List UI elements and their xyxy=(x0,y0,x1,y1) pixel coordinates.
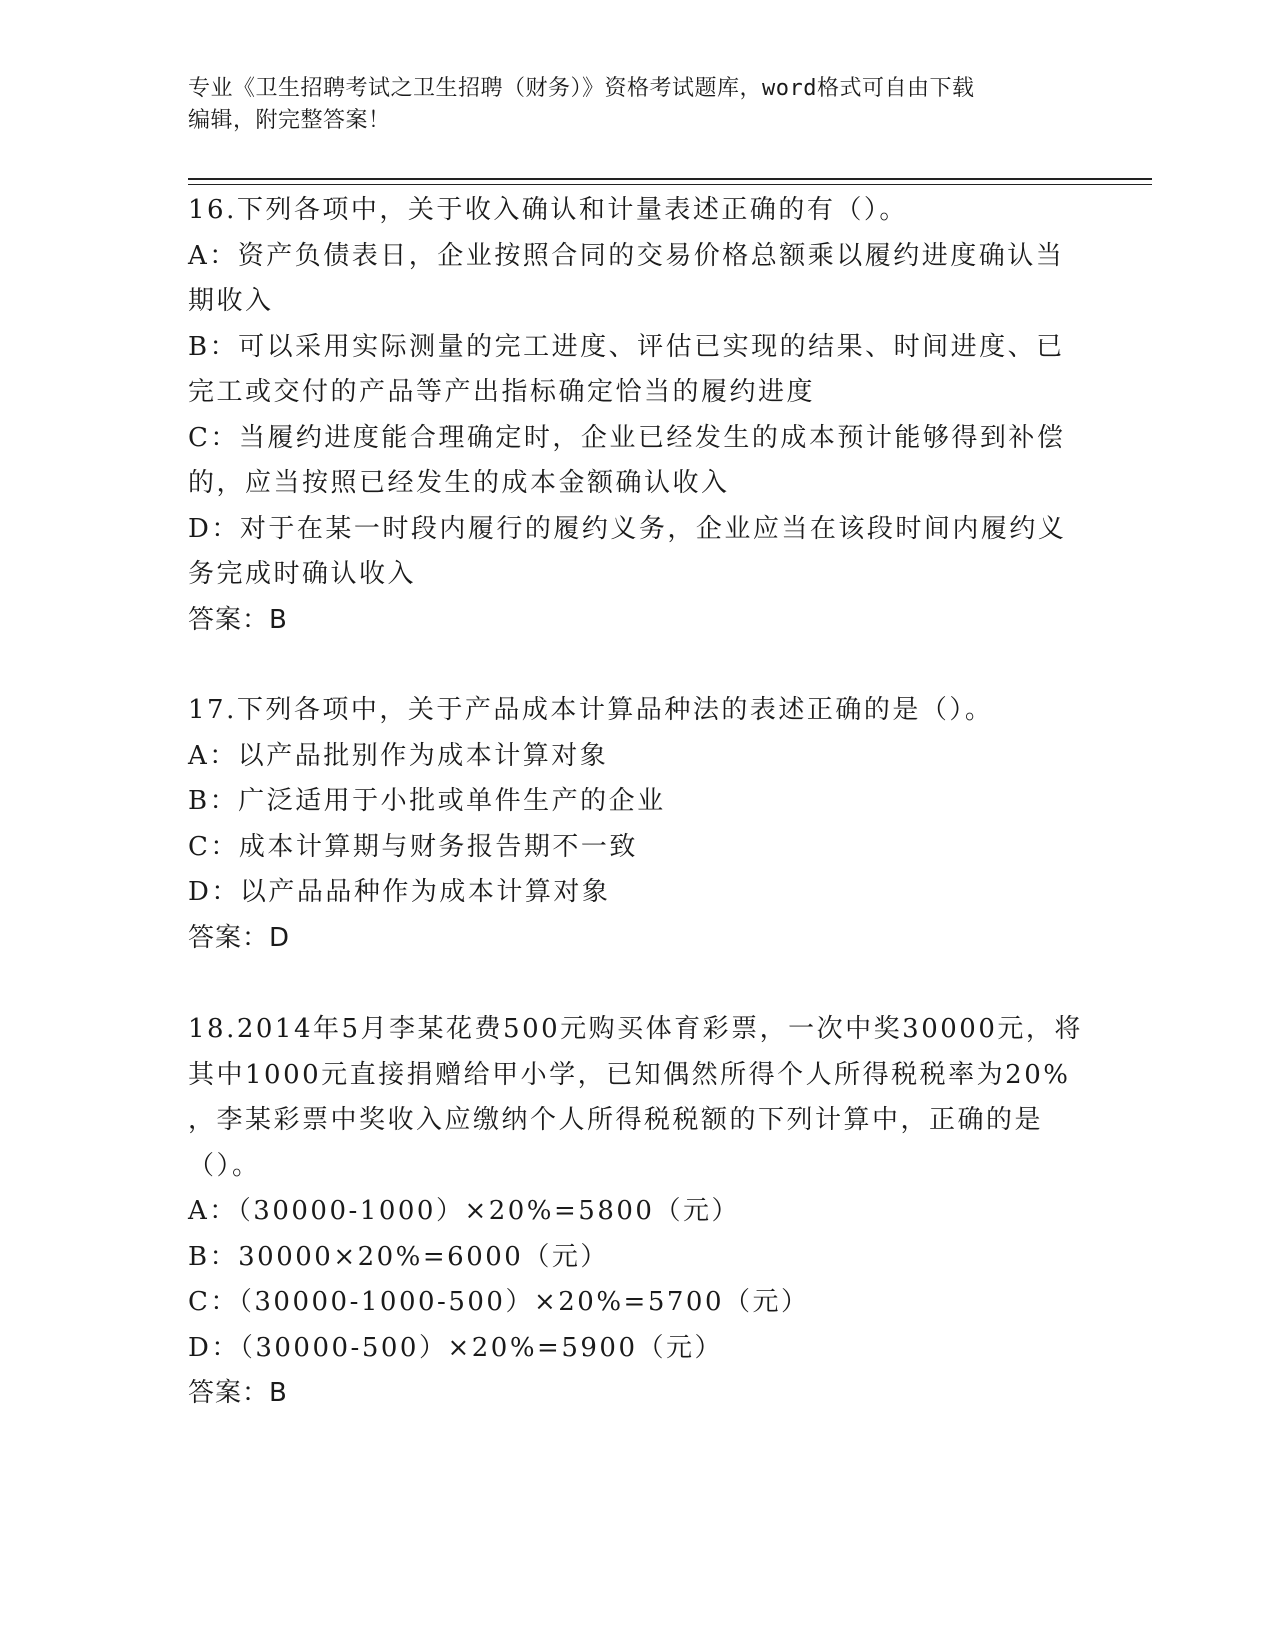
option-c: C：当履约进度能合理确定时，企业已经发生的成本预计能够得到补偿 xyxy=(188,422,1066,453)
question-stem: 18.2014年5月李某花费500元购买体育彩票，一次中奖30000元，将 xyxy=(188,1014,1083,1044)
question-stem: 16.下列各项中，关于收入确认和计量表述正确的有（）。 xyxy=(188,195,908,225)
question-16 xyxy=(188,188,1088,643)
document-header xyxy=(188,73,1088,137)
header-divider-thick xyxy=(188,178,1152,180)
answer-label: 答案：B xyxy=(188,1378,288,1408)
header-line-1: 专业《卫生招聘考试之卫生招聘（财务）》资格考试题库，word格式可自由下载 xyxy=(188,76,975,101)
option-d: D：以产品品种作为成本计算对象 xyxy=(188,877,611,907)
option-c: C：成本计算期与财务报告期不一致 xyxy=(188,831,638,862)
answer-label: 答案：B xyxy=(188,604,288,635)
option-b: B：30000×20%=6000（元） xyxy=(188,1241,609,1272)
option-d: D：（30000-500）×20%=5900（元） xyxy=(188,1332,723,1363)
option-d: D：对于在某一时段内履行的履约义务，企业应当在该段时间内履约义 xyxy=(188,513,1067,544)
option-a-continued: 期收入 xyxy=(188,286,274,316)
option-b: B：可以采用实际测量的完工进度、评估已实现的结果、时间进度、已 xyxy=(188,331,1065,362)
question-stem-line-4: （）。 xyxy=(188,1150,261,1181)
question-stem-line-3: ，李某彩票中奖收入应缴纳个人所得税税额的下列计算中，正确的是 xyxy=(188,1105,1044,1135)
question-stem-line-2: 其中1000元直接捐赠给甲小学，已知偶然所得个人所得税税率为20% xyxy=(188,1059,1071,1090)
header-divider-thin xyxy=(188,184,1152,185)
option-b: B：广泛适用于小批或单件生产的企业 xyxy=(188,786,666,816)
question-17 xyxy=(188,688,1088,961)
header-line-2: 编辑，附完整答案！ xyxy=(188,108,391,133)
option-b-continued: 完工或交付的产品等产出指标确定恰当的履约进度 xyxy=(188,377,816,407)
option-c-continued: 的，应当按照已经发生的成本金额确认收入 xyxy=(188,468,730,498)
answer-label: 答案：D xyxy=(188,922,291,953)
question-stem: 17.下列各项中，关于产品成本计算品种法的表述正确的是（）。 xyxy=(188,695,994,725)
option-a: A：（30000-1000）×20%=5800（元） xyxy=(188,1196,740,1226)
option-d-continued: 务完成时确认收入 xyxy=(188,559,417,589)
option-a: A：资产负债表日，企业按照合同的交易价格总额乘以履约进度确认当 xyxy=(188,240,1065,271)
question-18 xyxy=(188,1007,1088,1417)
option-c: C：（30000-1000-500）×20%=5700（元） xyxy=(188,1287,810,1317)
option-a: A：以产品批别作为成本计算对象 xyxy=(188,740,609,771)
